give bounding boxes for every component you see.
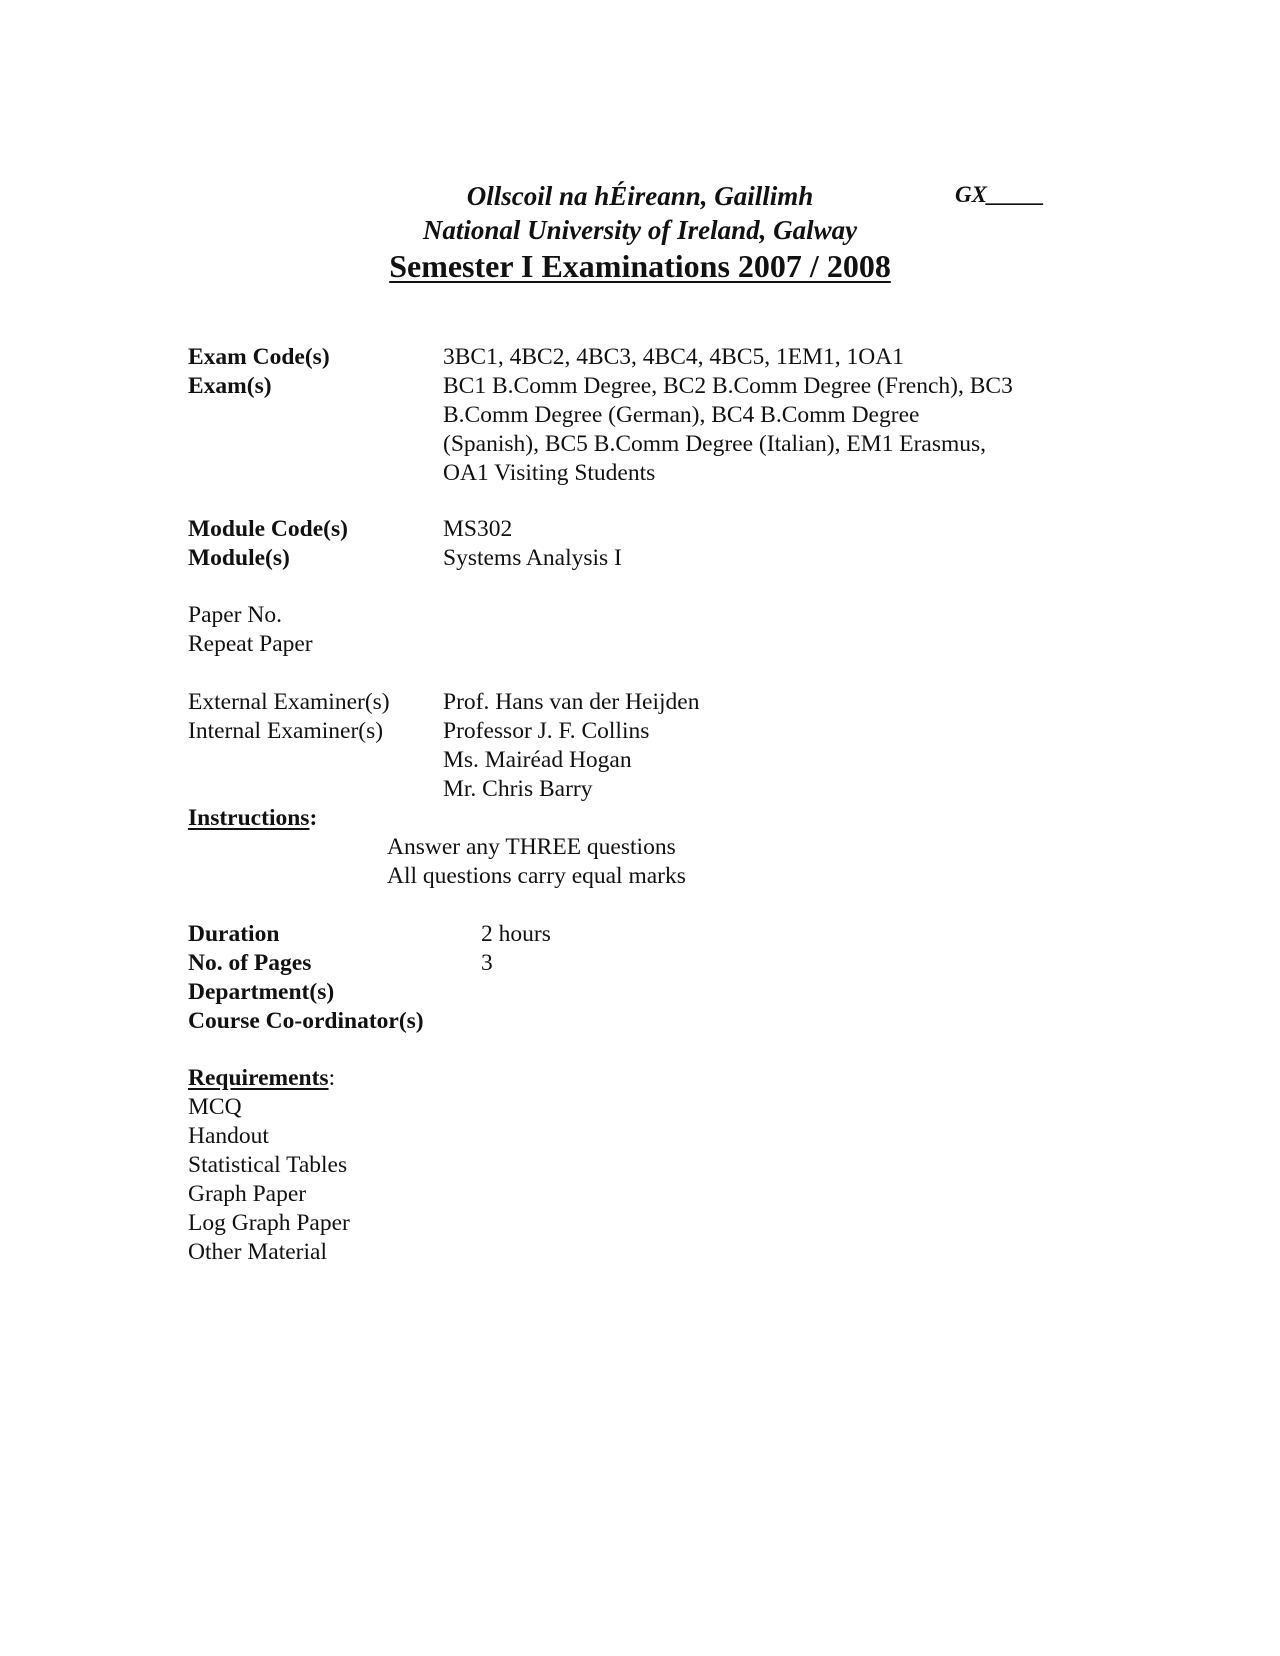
- instructions-colon: :: [309, 805, 318, 831]
- paper-no-label: Paper No.: [188, 602, 282, 628]
- requirement-item: Log Graph Paper: [188, 1210, 350, 1236]
- exams-value: [443, 372, 1013, 488]
- requirement-item: Other Material: [188, 1239, 327, 1265]
- module-codes-label: Module Code(s): [188, 516, 348, 542]
- gx-code: GX_____: [955, 182, 1045, 207]
- instructions-lines: [387, 833, 686, 891]
- module-codes-value: MS302: [443, 516, 513, 542]
- pages-label: No. of Pages: [188, 950, 312, 976]
- repeat-paper-label: Repeat Paper: [188, 631, 313, 657]
- requirement-item: Graph Paper: [188, 1181, 307, 1207]
- university-irish-name: Ollscoil na hÉireann, Gaillimh: [466, 181, 814, 211]
- exams-label: Exam(s): [188, 373, 272, 399]
- external-examiner-label: External Examiner(s): [188, 689, 390, 715]
- internal-examiner-label: Internal Examiner(s): [188, 718, 384, 744]
- instruction-line: Answer any THREE questions: [387, 834, 676, 860]
- exam-title: Semester I Examinations 2007 / 2008: [389, 248, 891, 284]
- internal-examiner: Ms. Mairéad Hogan: [443, 747, 632, 773]
- coordinators-label: Course Co-ordinator(s): [188, 1008, 424, 1034]
- pages-value: 3: [481, 950, 493, 976]
- exam-codes-label: Exam Code(s): [188, 344, 330, 370]
- duration-label: Duration: [188, 921, 280, 947]
- requirement-item: MCQ: [188, 1094, 242, 1120]
- external-examiner-value: Prof. Hans van der Heijden: [443, 689, 700, 715]
- requirement-item: Statistical Tables: [188, 1152, 348, 1178]
- exams-line: OA1 Visiting Students: [443, 460, 656, 486]
- instructions-heading: [188, 804, 317, 833]
- requirements-label: Requirements: [188, 1065, 329, 1091]
- requirements-list: [188, 1093, 350, 1267]
- internal-examiner: Mr. Chris Barry: [443, 776, 593, 802]
- internal-examiner-values: [443, 717, 649, 804]
- exams-line: BC1 B.Comm Degree, BC2 B.Comm Degree (French), BC3: [443, 373, 1013, 399]
- instruction-line: All questions carry equal marks: [387, 863, 686, 889]
- duration-value: 2 hours: [481, 921, 551, 947]
- exams-line: B.Comm Degree (German), BC4 B.Comm Degree: [443, 402, 920, 428]
- exam-codes-value: 3BC1, 4BC2, 4BC3, 4BC4, 4BC5, 1EM1, 1OA1: [443, 344, 904, 370]
- exams-line: (Spanish), BC5 B.Comm Degree (Italian), EM1 Erasmus,: [443, 431, 987, 457]
- modules-label: Module(s): [188, 545, 290, 571]
- university-english-name: National University of Ireland, Galway: [422, 215, 858, 245]
- departments-label: Department(s): [188, 979, 335, 1005]
- internal-examiner: Professor J. F. Collins: [443, 718, 650, 744]
- modules-value: Systems Analysis I: [443, 545, 622, 571]
- requirement-item: Handout: [188, 1123, 269, 1149]
- instructions-label: Instructions: [188, 805, 310, 831]
- requirements-heading: [188, 1064, 335, 1093]
- requirements-colon: :: [328, 1065, 336, 1091]
